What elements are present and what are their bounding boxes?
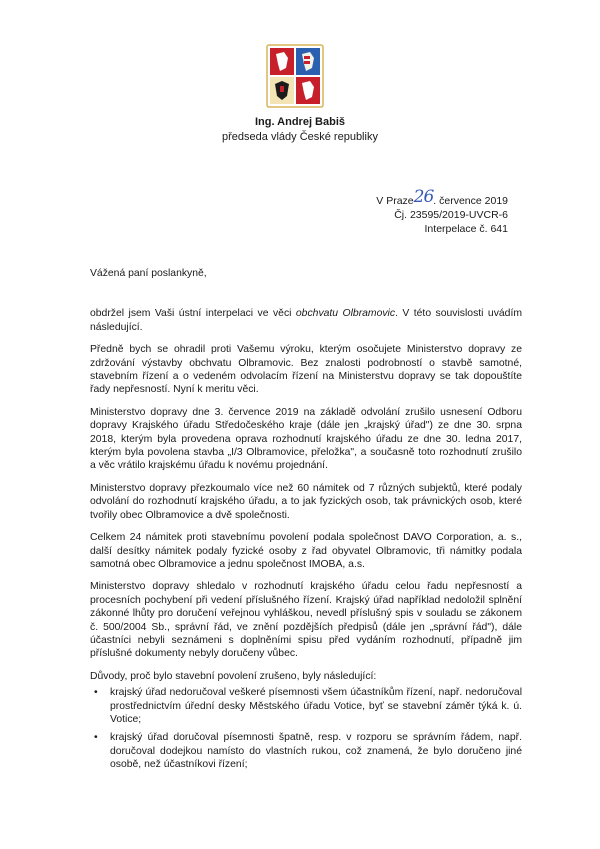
date-line [376,187,508,208]
intro-text-end: . V této souvislosti uvádím následující. [90,308,522,333]
coat-of-arms-emblem [266,44,324,108]
intro-subject: obchvatu Olbramovic [295,308,396,320]
paragraph-objections-review: Ministerstvo dopravy přezkoumalo více než 60 námitek od 7 různých subjektů, které podaly odvolání do rozhodnutí krajského úřadu, a to jak fyzických osob, tak právnických osob, které tvořily obec Olbramovice a dvě společnosti. [90,482,522,521]
paragraph-reasons-intro: Důvody, proč bylo stavební povolení zrušeno, byly následující: [90,670,377,682]
reference-number: Čj. 23595/2019-UVCR-6 [394,209,508,221]
salutation: Vážená paní poslankyně, [90,268,207,279]
list-item [90,731,522,771]
list-item-text: krajský úřad doručoval písemnosti špatně, resp. v rozporu se správním řádem, např. doručoval dodejkou namísto do vlastních rukou, což znamená, že bylo doručeno jiné osobě, než účastníkovi řízení; [110,732,522,771]
handwritten-day: 26 [413,187,434,207]
sender-name: Ing. Andrej Babiš [254,116,346,128]
paragraph-procedural-errors: Ministerstvo dopravy shledalo v rozhodnutí krajského úřadu celou řadu nepřesností a procesních pochybení při vedení příslušného řízení. Krajský úřad například nedoložil splnění zákonné lhůty pro doručení veřejnou vyhláškou, nevedl příslušný spis v souladu se zákonem č. 500/2004 Sb., správní řád, ve znění pozdějších předpisů (dále jen „správní řád"), dále účastníci nebyli seznámeni s doplněními spisu před vydáním rozhodnutí, případně jim příslušné dokumenty nebyly doručeny vůbec. [90,581,522,660]
paragraph-ministry-decision: Ministerstvo dopravy dne 3. července 2019 na základě odvolání zrušilo usnesení Odboru dopravy Krajského úřadu Středočeského kraje (dále jen „krajský úřad") ze dne 30. srpna 2018, kterým byla provedena oprava rozhodnutí krajského úřadu ze dne 30. ledna 2017, kterým byla povolena stavba „I/3 Olbramovice, přeložka", a současně toto rozhodnutí zrušilo a věc vrátilo krajskému úřadu k novému projednání. [90,406,522,472]
letter-body [90,267,522,777]
paragraph-objection: Předně bych se ohradil proti Vašemu výroku, kterým osočujete Ministerstvo dopravy ze zdržování výstavby obchvatu Olbramovic. Bez znalosti podrobností o stavbě samotné, stavebním řízení a o vedeném odvolacím řízení na Ministerstvu dopravy se tak dopouštíte řady nepřesností. Nyní k meritu věci. [90,344,522,396]
paragraph-intro [90,307,522,334]
paragraph-objection-count: Celkem 24 námitek proti stavebnímu povolení podala společnost DAVO Corporation, a. s., další desítky námitek podaly fyzické osoby z řad obyvatel Olbramovic, tři námitky podala samotná obec Olbramovice a jednu společnost IMOBA, a.s. [90,532,522,570]
reasons-list [90,686,522,771]
intro-text-start: obdržel jsem Vaši ústní interpelaci ve věci [90,308,296,320]
sender-title: předseda vlády České republiky [222,131,378,143]
date-reference-block [376,187,508,236]
list-item [90,686,522,726]
bullet-icon: • [94,732,98,744]
bullet-icon: • [94,687,98,699]
date-place: V Praze [376,195,414,207]
list-item-text: krajský úřad nedoručoval veškeré písemnosti všem účastníkům řízení, např. nedoručoval prostřednictvím úřední desky Městského úřadu Votice, byť se stavební záměr týká k. ú. Votice; [110,687,522,725]
interpellation-number: Interpelace č. 641 [424,223,508,235]
date-rest: . července 2019 [433,195,508,207]
